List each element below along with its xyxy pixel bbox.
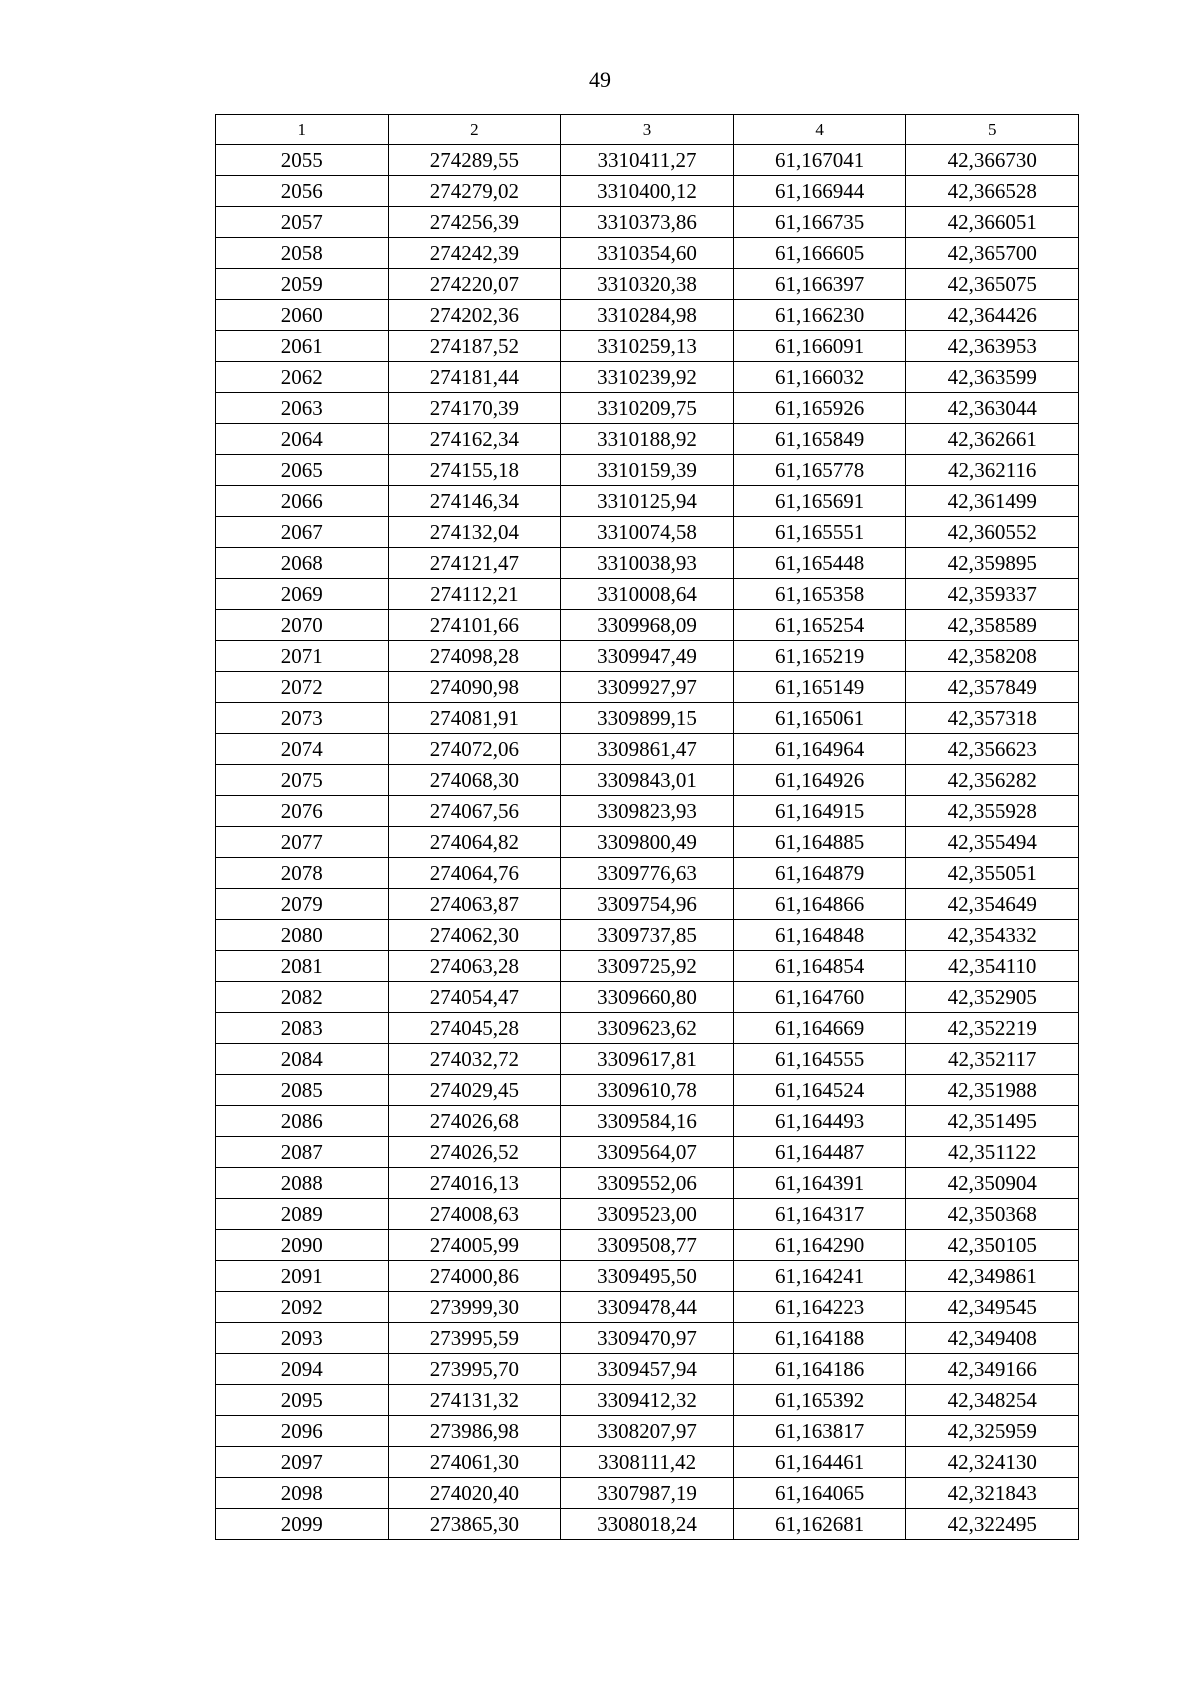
table-cell-col-4: 61,165219 <box>733 641 906 672</box>
table-cell-col-1: 2097 <box>216 1447 389 1478</box>
table-cell-col-4: 61,164188 <box>733 1323 906 1354</box>
table-cell-col-4: 61,165691 <box>733 486 906 517</box>
table-cell-col-3: 3310259,13 <box>561 331 734 362</box>
table-cell-col-3: 3309610,78 <box>561 1075 734 1106</box>
table-row <box>216 610 1079 641</box>
table-cell-col-4: 61,167041 <box>733 145 906 176</box>
table-cell-col-1: 2060 <box>216 300 389 331</box>
table-cell-col-4: 61,165778 <box>733 455 906 486</box>
table-cell-col-1: 2084 <box>216 1044 389 1075</box>
table-cell-col-4: 61,164461 <box>733 1447 906 1478</box>
table-cell-col-2: 273865,30 <box>388 1509 561 1540</box>
table-row <box>216 1168 1079 1199</box>
table-cell-col-2: 274220,07 <box>388 269 561 300</box>
table-cell-col-5: 42,355494 <box>906 827 1079 858</box>
table-cell-col-3: 3307987,19 <box>561 1478 734 1509</box>
table-cell-col-2: 274000,86 <box>388 1261 561 1292</box>
table-row <box>216 1447 1079 1478</box>
table-cell-col-1: 2073 <box>216 703 389 734</box>
table-cell-col-4: 61,164848 <box>733 920 906 951</box>
column-header-1: 1 <box>216 115 389 145</box>
table-cell-col-1: 2086 <box>216 1106 389 1137</box>
table-cell-col-2: 274155,18 <box>388 455 561 486</box>
table-row <box>216 145 1079 176</box>
table-cell-col-1: 2062 <box>216 362 389 393</box>
table-row <box>216 858 1079 889</box>
table-cell-col-5: 42,358208 <box>906 641 1079 672</box>
table-cell-col-1: 2089 <box>216 1199 389 1230</box>
table-cell-col-5: 42,349166 <box>906 1354 1079 1385</box>
table-cell-col-2: 274008,63 <box>388 1199 561 1230</box>
table-row <box>216 1385 1079 1416</box>
table-row <box>216 331 1079 362</box>
table-cell-col-1: 2068 <box>216 548 389 579</box>
table-cell-col-3: 3309523,00 <box>561 1199 734 1230</box>
table-row <box>216 517 1079 548</box>
table-cell-col-4: 61,164885 <box>733 827 906 858</box>
table-cell-col-2: 274090,98 <box>388 672 561 703</box>
table-cell-col-5: 42,352219 <box>906 1013 1079 1044</box>
table-cell-col-4: 61,164555 <box>733 1044 906 1075</box>
table-row <box>216 1292 1079 1323</box>
table-row <box>216 300 1079 331</box>
table-cell-col-1: 2098 <box>216 1478 389 1509</box>
table-cell-col-5: 42,349408 <box>906 1323 1079 1354</box>
table-cell-col-1: 2099 <box>216 1509 389 1540</box>
table-body <box>216 145 1079 1540</box>
table-cell-col-5: 42,355051 <box>906 858 1079 889</box>
table-row <box>216 424 1079 455</box>
table-cell-col-3: 3309823,93 <box>561 796 734 827</box>
table-cell-col-4: 61,165926 <box>733 393 906 424</box>
table-cell-col-4: 61,164391 <box>733 1168 906 1199</box>
table-cell-col-2: 273986,98 <box>388 1416 561 1447</box>
page-number: 49 <box>589 67 611 92</box>
table-cell-col-4: 61,165849 <box>733 424 906 455</box>
table-cell-col-3: 3309584,16 <box>561 1106 734 1137</box>
table-cell-col-5: 42,358589 <box>906 610 1079 641</box>
table-cell-col-1: 2090 <box>216 1230 389 1261</box>
table-row <box>216 1137 1079 1168</box>
table-cell-col-2: 274045,28 <box>388 1013 561 1044</box>
table-cell-col-3: 3309927,97 <box>561 672 734 703</box>
table-cell-col-5: 42,324130 <box>906 1447 1079 1478</box>
table-cell-col-2: 274256,39 <box>388 207 561 238</box>
table-cell-col-2: 273999,30 <box>388 1292 561 1323</box>
table-cell-col-4: 61,164915 <box>733 796 906 827</box>
table-cell-col-3: 3308111,42 <box>561 1447 734 1478</box>
table-cell-col-4: 61,164290 <box>733 1230 906 1261</box>
table-cell-col-1: 2085 <box>216 1075 389 1106</box>
table-cell-col-3: 3309754,96 <box>561 889 734 920</box>
table-cell-col-5: 42,363599 <box>906 362 1079 393</box>
table-row <box>216 207 1079 238</box>
table-cell-col-2: 274016,13 <box>388 1168 561 1199</box>
table-cell-col-5: 42,362661 <box>906 424 1079 455</box>
table-cell-col-3: 3309725,92 <box>561 951 734 982</box>
table-cell-col-3: 3310354,60 <box>561 238 734 269</box>
table-row <box>216 1199 1079 1230</box>
table-cell-col-1: 2093 <box>216 1323 389 1354</box>
table-cell-col-4: 61,164866 <box>733 889 906 920</box>
table-cell-col-2: 274132,04 <box>388 517 561 548</box>
table-cell-col-3: 3310038,93 <box>561 548 734 579</box>
header-row <box>216 115 1079 145</box>
table-cell-col-1: 2082 <box>216 982 389 1013</box>
table-cell-col-5: 42,356282 <box>906 765 1079 796</box>
table-cell-col-3: 3309564,07 <box>561 1137 734 1168</box>
table-cell-col-5: 42,366051 <box>906 207 1079 238</box>
table-cell-col-5: 42,325959 <box>906 1416 1079 1447</box>
table-row <box>216 1106 1079 1137</box>
table-cell-col-3: 3310284,98 <box>561 300 734 331</box>
table-cell-col-4: 61,164760 <box>733 982 906 1013</box>
column-header-2: 2 <box>388 115 561 145</box>
table-row <box>216 238 1079 269</box>
table-cell-col-2: 274170,39 <box>388 393 561 424</box>
table-cell-col-4: 61,166397 <box>733 269 906 300</box>
table-cell-col-5: 42,359337 <box>906 579 1079 610</box>
table-row <box>216 1416 1079 1447</box>
table-cell-col-1: 2078 <box>216 858 389 889</box>
table-row <box>216 1013 1079 1044</box>
table-cell-col-2: 274242,39 <box>388 238 561 269</box>
table-cell-col-4: 61,165358 <box>733 579 906 610</box>
table-cell-col-4: 61,164223 <box>733 1292 906 1323</box>
table-cell-col-4: 61,165254 <box>733 610 906 641</box>
table-row <box>216 734 1079 765</box>
table-row <box>216 703 1079 734</box>
table-row <box>216 765 1079 796</box>
table-cell-col-1: 2059 <box>216 269 389 300</box>
table-cell-col-1: 2083 <box>216 1013 389 1044</box>
table-cell-col-2: 274202,36 <box>388 300 561 331</box>
table-cell-col-4: 61,164487 <box>733 1137 906 1168</box>
table-cell-col-5: 42,366730 <box>906 145 1079 176</box>
table-cell-col-4: 61,162681 <box>733 1509 906 1540</box>
table-cell-col-2: 274289,55 <box>388 145 561 176</box>
table-cell-col-1: 2087 <box>216 1137 389 1168</box>
table-cell-col-2: 274061,30 <box>388 1447 561 1478</box>
table-cell-col-1: 2071 <box>216 641 389 672</box>
table-cell-col-1: 2092 <box>216 1292 389 1323</box>
table-cell-col-4: 61,166605 <box>733 238 906 269</box>
table-row <box>216 362 1079 393</box>
table-row <box>216 1509 1079 1540</box>
table-cell-col-4: 61,164065 <box>733 1478 906 1509</box>
coordinates-table <box>215 114 1079 1540</box>
table-cell-col-2: 274121,47 <box>388 548 561 579</box>
table-cell-col-5: 42,366528 <box>906 176 1079 207</box>
table-cell-col-2: 274112,21 <box>388 579 561 610</box>
table-cell-col-2: 274026,52 <box>388 1137 561 1168</box>
table-row <box>216 951 1079 982</box>
table-cell-col-5: 42,321843 <box>906 1478 1079 1509</box>
table-row <box>216 827 1079 858</box>
table-cell-col-4: 61,165551 <box>733 517 906 548</box>
table-cell-col-4: 61,164926 <box>733 765 906 796</box>
table-cell-col-3: 3309470,97 <box>561 1323 734 1354</box>
table-cell-col-2: 274026,68 <box>388 1106 561 1137</box>
table-cell-col-1: 2057 <box>216 207 389 238</box>
table-cell-col-1: 2094 <box>216 1354 389 1385</box>
table-cell-col-3: 3309412,32 <box>561 1385 734 1416</box>
table-cell-col-3: 3309660,80 <box>561 982 734 1013</box>
table-cell-col-1: 2091 <box>216 1261 389 1292</box>
table-cell-col-1: 2088 <box>216 1168 389 1199</box>
table-cell-col-2: 274081,91 <box>388 703 561 734</box>
table-cell-col-5: 42,352905 <box>906 982 1079 1013</box>
table-cell-col-5: 42,322495 <box>906 1509 1079 1540</box>
table-cell-col-4: 61,165149 <box>733 672 906 703</box>
table-cell-col-5: 42,351122 <box>906 1137 1079 1168</box>
table-cell-col-3: 3310400,12 <box>561 176 734 207</box>
column-header-4: 4 <box>733 115 906 145</box>
table-cell-col-3: 3310411,27 <box>561 145 734 176</box>
table-cell-col-4: 61,165061 <box>733 703 906 734</box>
table-cell-col-5: 42,356623 <box>906 734 1079 765</box>
table-row <box>216 1478 1079 1509</box>
table-cell-col-2: 274068,30 <box>388 765 561 796</box>
table-cell-col-4: 61,166032 <box>733 362 906 393</box>
table-cell-col-4: 61,164964 <box>733 734 906 765</box>
table-cell-col-1: 2075 <box>216 765 389 796</box>
table-row <box>216 548 1079 579</box>
table-cell-col-3: 3309737,85 <box>561 920 734 951</box>
table-cell-col-2: 274162,34 <box>388 424 561 455</box>
table-cell-col-2: 273995,59 <box>388 1323 561 1354</box>
table-cell-col-5: 42,348254 <box>906 1385 1079 1416</box>
table-cell-col-3: 3309800,49 <box>561 827 734 858</box>
table-cell-col-1: 2061 <box>216 331 389 362</box>
table-cell-col-5: 42,350368 <box>906 1199 1079 1230</box>
table-cell-col-4: 61,165392 <box>733 1385 906 1416</box>
table-cell-col-3: 3309552,06 <box>561 1168 734 1199</box>
table-cell-col-3: 3309776,63 <box>561 858 734 889</box>
table-cell-col-2: 274029,45 <box>388 1075 561 1106</box>
table-cell-col-1: 2070 <box>216 610 389 641</box>
table-row <box>216 1354 1079 1385</box>
table-cell-col-5: 42,364426 <box>906 300 1079 331</box>
table-cell-col-5: 42,350904 <box>906 1168 1079 1199</box>
table-cell-col-5: 42,365075 <box>906 269 1079 300</box>
table-cell-col-5: 42,349545 <box>906 1292 1079 1323</box>
table-cell-col-4: 61,163817 <box>733 1416 906 1447</box>
table-row <box>216 1261 1079 1292</box>
table-cell-col-4: 61,164854 <box>733 951 906 982</box>
table-cell-col-3: 3308207,97 <box>561 1416 734 1447</box>
table-cell-col-1: 2067 <box>216 517 389 548</box>
table-cell-col-5: 42,359895 <box>906 548 1079 579</box>
table-cell-col-1: 2069 <box>216 579 389 610</box>
table-cell-col-4: 61,166230 <box>733 300 906 331</box>
table-cell-col-4: 61,164317 <box>733 1199 906 1230</box>
table-cell-col-1: 2058 <box>216 238 389 269</box>
table-cell-col-2: 274131,32 <box>388 1385 561 1416</box>
table-cell-col-2: 274062,30 <box>388 920 561 951</box>
table-cell-col-1: 2063 <box>216 393 389 424</box>
table-cell-col-1: 2095 <box>216 1385 389 1416</box>
table-row <box>216 269 1079 300</box>
table-cell-col-5: 42,349861 <box>906 1261 1079 1292</box>
table-cell-col-1: 2080 <box>216 920 389 951</box>
table-cell-col-5: 42,351988 <box>906 1075 1079 1106</box>
table-cell-col-1: 2066 <box>216 486 389 517</box>
table-cell-col-2: 274054,47 <box>388 982 561 1013</box>
table-cell-col-3: 3309617,81 <box>561 1044 734 1075</box>
table-cell-col-1: 2072 <box>216 672 389 703</box>
table-row <box>216 393 1079 424</box>
table-cell-col-2: 274098,28 <box>388 641 561 672</box>
table-cell-col-2: 274279,02 <box>388 176 561 207</box>
table-cell-col-2: 274020,40 <box>388 1478 561 1509</box>
table-row <box>216 1230 1079 1261</box>
table-cell-col-3: 3310188,92 <box>561 424 734 455</box>
table-cell-col-4: 61,164524 <box>733 1075 906 1106</box>
table-cell-col-2: 274063,28 <box>388 951 561 982</box>
table-cell-col-1: 2056 <box>216 176 389 207</box>
table-cell-col-5: 42,363044 <box>906 393 1079 424</box>
table-cell-col-2: 274032,72 <box>388 1044 561 1075</box>
table-cell-col-4: 61,164186 <box>733 1354 906 1385</box>
table-cell-col-1: 2081 <box>216 951 389 982</box>
table-cell-col-3: 3309457,94 <box>561 1354 734 1385</box>
table-cell-col-2: 274063,87 <box>388 889 561 920</box>
table-row <box>216 579 1079 610</box>
table-cell-col-3: 3310373,86 <box>561 207 734 238</box>
table-cell-col-3: 3310008,64 <box>561 579 734 610</box>
table-cell-col-5: 42,354110 <box>906 951 1079 982</box>
table-row <box>216 1323 1079 1354</box>
table-cell-col-3: 3310159,39 <box>561 455 734 486</box>
table-cell-col-3: 3310239,92 <box>561 362 734 393</box>
table-cell-col-3: 3310074,58 <box>561 517 734 548</box>
table-cell-col-4: 61,164879 <box>733 858 906 889</box>
table-cell-col-3: 3309861,47 <box>561 734 734 765</box>
table-cell-col-4: 61,166091 <box>733 331 906 362</box>
table-cell-col-4: 61,164493 <box>733 1106 906 1137</box>
table-row <box>216 176 1079 207</box>
table-cell-col-2: 274067,56 <box>388 796 561 827</box>
table-cell-col-5: 42,354332 <box>906 920 1079 951</box>
table-cell-col-4: 61,164669 <box>733 1013 906 1044</box>
table-row <box>216 920 1079 951</box>
table-cell-col-2: 274101,66 <box>388 610 561 641</box>
table-cell-col-4: 61,165448 <box>733 548 906 579</box>
table-cell-col-3: 3309947,49 <box>561 641 734 672</box>
table-cell-col-2: 274146,34 <box>388 486 561 517</box>
table-row <box>216 1044 1079 1075</box>
table-cell-col-3: 3309508,77 <box>561 1230 734 1261</box>
table-cell-col-4: 61,166735 <box>733 207 906 238</box>
table-cell-col-3: 3309478,44 <box>561 1292 734 1323</box>
table-row <box>216 455 1079 486</box>
table-cell-col-5: 42,350105 <box>906 1230 1079 1261</box>
table-cell-col-5: 42,355928 <box>906 796 1079 827</box>
table-cell-col-3: 3309843,01 <box>561 765 734 796</box>
table-cell-col-5: 42,354649 <box>906 889 1079 920</box>
table-cell-col-1: 2079 <box>216 889 389 920</box>
table-cell-col-3: 3309968,09 <box>561 610 734 641</box>
table-cell-col-2: 274181,44 <box>388 362 561 393</box>
table-cell-col-5: 42,352117 <box>906 1044 1079 1075</box>
table-cell-col-2: 274064,82 <box>388 827 561 858</box>
table-cell-col-5: 42,357318 <box>906 703 1079 734</box>
table-cell-col-3: 3310125,94 <box>561 486 734 517</box>
table-cell-col-1: 2076 <box>216 796 389 827</box>
table-cell-col-2: 274072,06 <box>388 734 561 765</box>
table-cell-col-3: 3308018,24 <box>561 1509 734 1540</box>
table-cell-col-5: 42,362116 <box>906 455 1079 486</box>
column-header-5: 5 <box>906 115 1079 145</box>
column-header-3: 3 <box>561 115 734 145</box>
table-cell-col-5: 42,365700 <box>906 238 1079 269</box>
table-cell-col-3: 3309623,62 <box>561 1013 734 1044</box>
table-cell-col-1: 2055 <box>216 145 389 176</box>
table-cell-col-3: 3310320,38 <box>561 269 734 300</box>
table-cell-col-3: 3309899,15 <box>561 703 734 734</box>
table-header <box>216 115 1079 145</box>
table-cell-col-5: 42,357849 <box>906 672 1079 703</box>
table-cell-col-4: 61,164241 <box>733 1261 906 1292</box>
table-row <box>216 982 1079 1013</box>
table-cell-col-2: 274005,99 <box>388 1230 561 1261</box>
table-cell-col-2: 273995,70 <box>388 1354 561 1385</box>
table-cell-col-3: 3309495,50 <box>561 1261 734 1292</box>
table-row <box>216 486 1079 517</box>
table-row <box>216 641 1079 672</box>
table-cell-col-3: 3310209,75 <box>561 393 734 424</box>
table-cell-col-1: 2065 <box>216 455 389 486</box>
table-cell-col-5: 42,361499 <box>906 486 1079 517</box>
table-row <box>216 796 1079 827</box>
table-row <box>216 889 1079 920</box>
table-cell-col-5: 42,363953 <box>906 331 1079 362</box>
table-cell-col-1: 2077 <box>216 827 389 858</box>
table-cell-col-2: 274187,52 <box>388 331 561 362</box>
table-cell-col-5: 42,351495 <box>906 1106 1079 1137</box>
table-cell-col-1: 2064 <box>216 424 389 455</box>
table-cell-col-5: 42,360552 <box>906 517 1079 548</box>
table-row <box>216 672 1079 703</box>
table-cell-col-4: 61,166944 <box>733 176 906 207</box>
table-cell-col-2: 274064,76 <box>388 858 561 889</box>
table-cell-col-1: 2096 <box>216 1416 389 1447</box>
table-cell-col-1: 2074 <box>216 734 389 765</box>
table-row <box>216 1075 1079 1106</box>
